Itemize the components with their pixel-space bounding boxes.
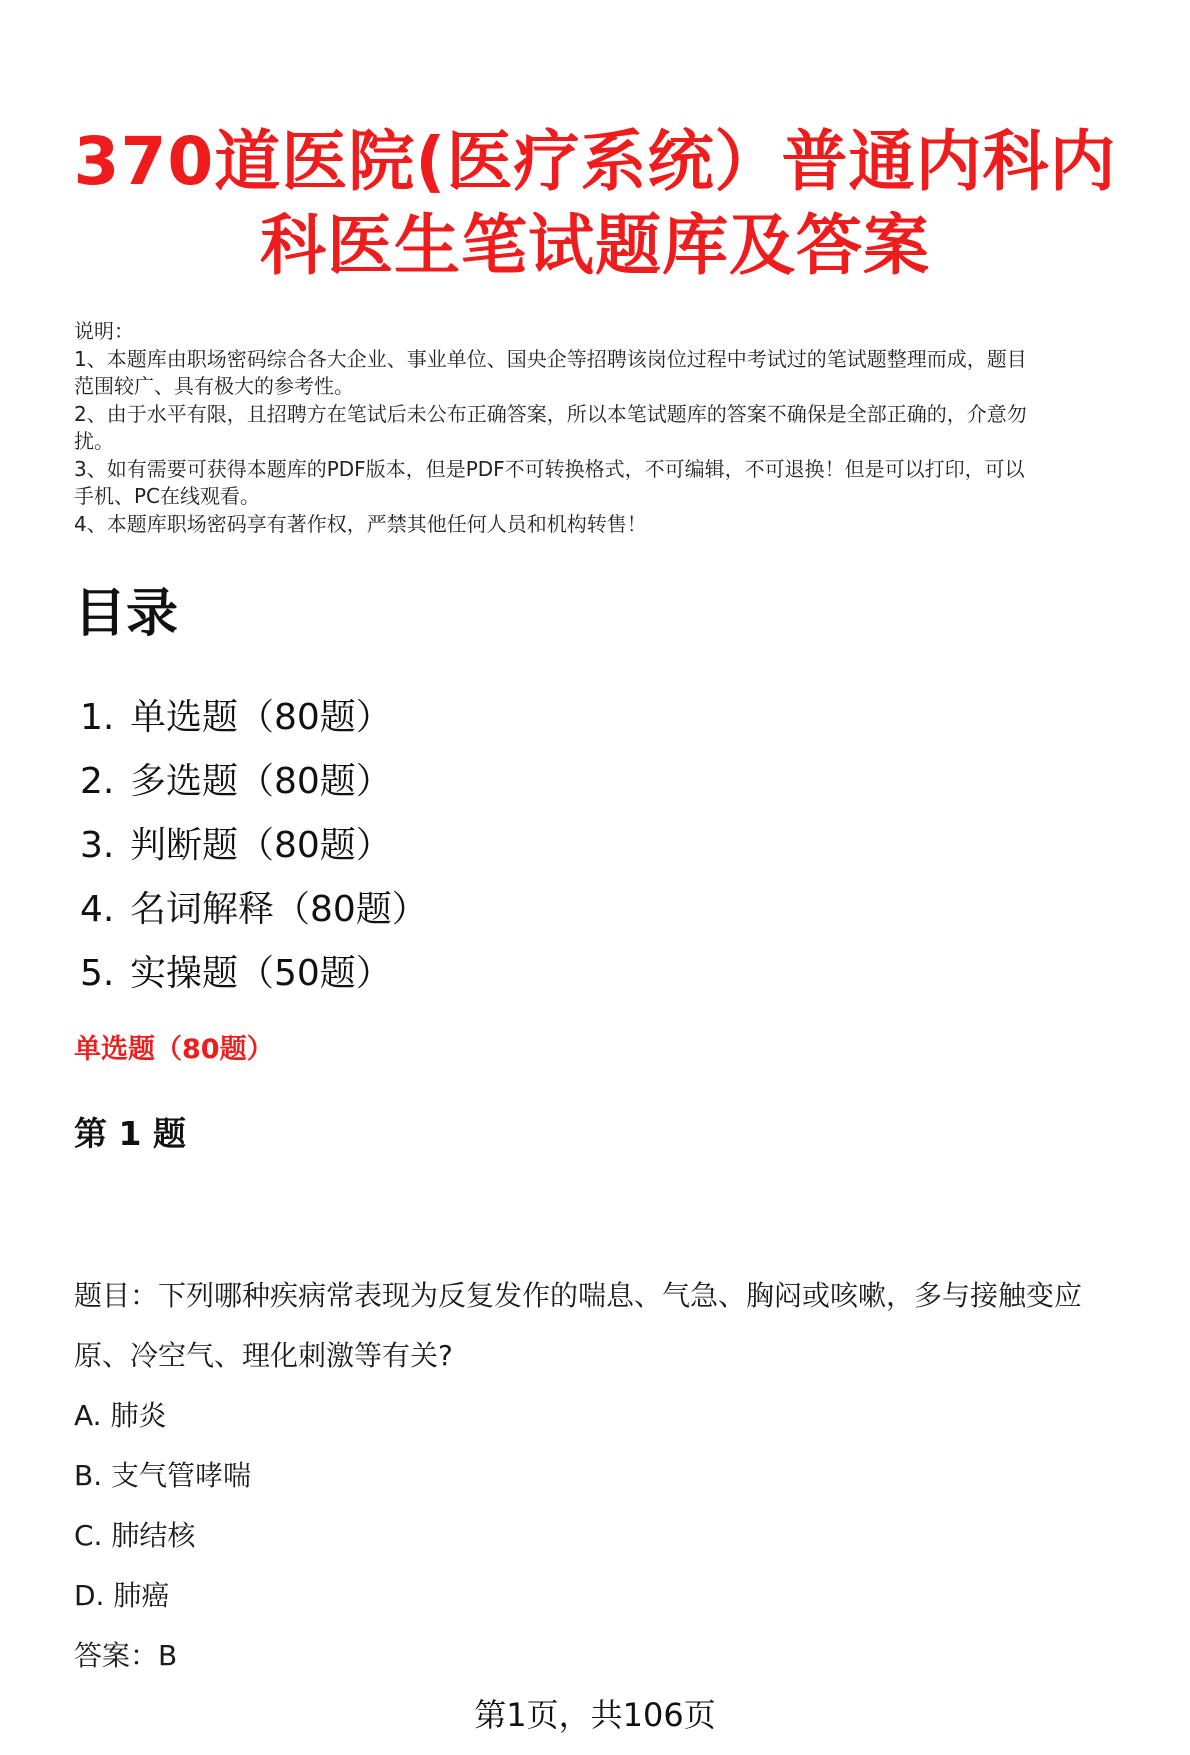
toc-item-label: 判断题（80题） [130, 825, 392, 866]
toc-item[interactable] [80, 686, 428, 750]
toc-heading: 目录 [74, 584, 179, 644]
option-c: C. 肺结核 [74, 1519, 196, 1552]
notes-line: 手机、PC在线观看。 [74, 484, 261, 508]
title-line-2: 科医生笔试题库及答案 [260, 207, 930, 284]
question-number: 第 1 题 [74, 1114, 186, 1153]
toc-item-number: 1. [80, 697, 115, 738]
notes-line: 扰。 [74, 429, 114, 453]
toc-item[interactable] [80, 814, 428, 878]
question-stem-line: 原、冷空气、理化刺激等有关? [74, 1339, 453, 1372]
toc-item-label: 名词解释（80题） [130, 889, 428, 930]
title-line-1: 370道医院(医疗系统）普通内科内 [73, 123, 1117, 200]
toc-item-label: 单选题（80题） [130, 697, 392, 738]
answer: 答案：B [74, 1639, 178, 1672]
question-body [74, 1266, 1164, 1686]
question-stem-line: 题目：下列哪种疾病常表现为反复发作的喘息、气急、胸闷或咳嗽，多与接触变应 [74, 1279, 1083, 1312]
document-title [60, 120, 1130, 288]
notes-line: 范围较广、具有极大的参考性。 [74, 374, 354, 398]
toc-item[interactable] [80, 942, 428, 1006]
section-title: 单选题（80题） [74, 1034, 274, 1065]
table-of-contents [80, 686, 428, 1006]
toc-item[interactable] [80, 750, 428, 814]
toc-item-number: 4. [80, 889, 115, 930]
toc-item-label: 多选题（80题） [130, 761, 392, 802]
toc-item-label: 实操题（50题） [130, 953, 392, 994]
option-d: D. 肺癌 [74, 1579, 170, 1612]
notes-heading: 说明： [74, 319, 134, 343]
notes-line: 3、如有需要可获得本题库的PDF版本，但是PDF不可转换格式，不可编辑，不可退换！但是可以打印，可以 [74, 456, 1025, 481]
toc-item[interactable] [80, 878, 428, 942]
notes-line: 1、本题库由职场密码综合各大企业、事业单位、国央企等招聘该岗位过程中考试过的笔试题整理而成，题目 [74, 346, 1027, 371]
option-a: A. 肺炎 [74, 1399, 167, 1432]
notes-line: 2、由于水平有限，且招聘方在笔试后未公布正确答案，所以本笔试题库的答案不确保是全部正确的，介意勿 [74, 401, 1027, 426]
option-b: B. 支气管哮喘 [74, 1459, 252, 1492]
toc-item-number: 3. [80, 825, 115, 866]
toc-item-number: 5. [80, 953, 115, 994]
toc-item-number: 2. [80, 761, 115, 802]
page-footer: 第1页，共106页 [474, 1696, 716, 1734]
notes-block [74, 318, 1154, 538]
notes-line: 4、本题库职场密码享有著作权，严禁其他任何人员和机构转售！ [74, 511, 647, 536]
